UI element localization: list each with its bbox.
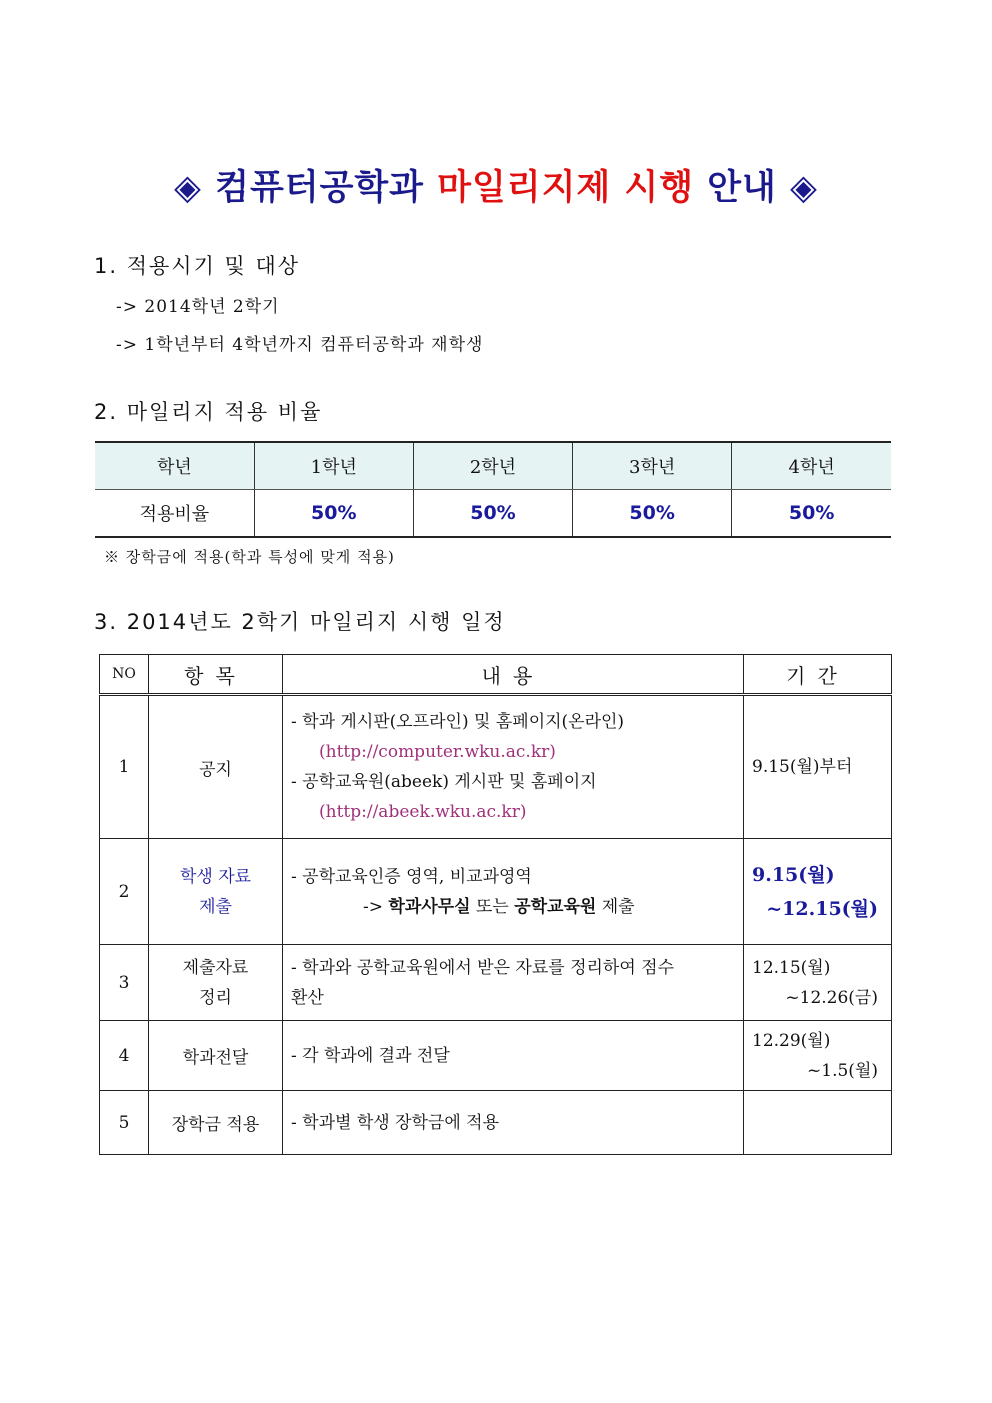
title-prefix: ◈ 컴퓨터공학과 [174, 168, 438, 208]
row-content: - 각 학과에 결과 전달 [283, 1021, 744, 1091]
row-no: 1 [100, 695, 149, 839]
row-no: 5 [100, 1091, 149, 1155]
document-title [0, 160, 992, 210]
ratio-value: 50% [732, 490, 891, 538]
period-line: 12.15(월) [752, 957, 831, 978]
item-line: 제출 [199, 896, 232, 917]
period-line: ~12.15(월) [766, 897, 878, 920]
table-row [100, 1021, 892, 1091]
table-row [100, 839, 892, 945]
item-line: 정리 [199, 987, 232, 1008]
period-line: ~12.26(금) [785, 987, 878, 1008]
content-line: - 학과와 공학교육원에서 받은 자료를 정리하여 점수 [291, 957, 675, 978]
section-1-line: -> 2014학년 2학기 [116, 297, 280, 317]
content-line: - 공학교육원(abeek) 게시판 및 홈페이지 [291, 772, 597, 792]
header-content: 내용 [283, 655, 744, 695]
row-no: 2 [100, 839, 149, 945]
row-item: 공지 [149, 695, 283, 839]
header-period: 기간 [744, 655, 892, 695]
mileage-ratio-table [95, 441, 891, 538]
table-row [100, 695, 892, 839]
row-no: 3 [100, 945, 149, 1021]
content-line [291, 892, 742, 922]
scholarship-note: ※ 장학금에 적용(학과 특성에 맞게 적용) [104, 548, 395, 566]
row-content [283, 945, 744, 1021]
ratio-value: 50% [254, 490, 413, 538]
section-1-line: -> 1학년부터 4학년까지 컴퓨터공학과 재학생 [116, 335, 484, 355]
title-suffix: 안내 ◈ [694, 168, 818, 208]
title-highlight: 마일리지제 시행 [437, 168, 695, 208]
content-part: 제출 [596, 896, 635, 917]
header-cell: 3학년 [573, 442, 732, 490]
item-line: 제출자료 [182, 957, 249, 978]
row-period: 9.15(월)부터 [744, 695, 892, 839]
row-no: 4 [100, 1021, 149, 1091]
section-2-heading: 2. 마일리지 적용 비율 [94, 400, 323, 424]
table-row [95, 490, 891, 538]
header-item: 항목 [149, 655, 283, 695]
ratio-value: 50% [413, 490, 572, 538]
header-cell: 4학년 [732, 442, 891, 490]
item-line: 학생 자료 [179, 866, 252, 887]
content-line: 환산 [291, 987, 324, 1008]
content-bold: 학과사무실 [388, 896, 471, 917]
content-part: 또는 [470, 896, 515, 917]
content-line: - 공학교육인증 영역, 비교과영역 [291, 866, 532, 887]
row-item [149, 945, 283, 1021]
schedule-table [99, 654, 892, 1155]
period-line: 12.29(월) [752, 1030, 831, 1051]
table-header-row [95, 442, 891, 490]
row-label: 적용비율 [95, 490, 254, 538]
table-header-row [100, 655, 892, 695]
header-no: NO [100, 655, 149, 695]
content-bold: 공학교육원 [514, 896, 597, 917]
content-part: -> [363, 896, 389, 917]
row-content: - 학과별 학생 장학금에 적용 [283, 1091, 744, 1155]
row-item: 장학금 적용 [149, 1091, 283, 1155]
row-item [149, 839, 283, 945]
table-row [100, 1091, 892, 1155]
row-period [744, 945, 892, 1021]
section-1-heading: 1. 적용시기 및 대상 [94, 254, 301, 278]
ratio-value: 50% [573, 490, 732, 538]
period-line: ~1.5(월) [807, 1060, 878, 1081]
row-item: 학과전달 [149, 1021, 283, 1091]
table-row [100, 945, 892, 1021]
url-link[interactable]: (http://computer.wku.ac.kr) [319, 742, 556, 762]
url-link[interactable]: (http://abeek.wku.ac.kr) [319, 802, 527, 822]
content-line: - 학과 게시판(오프라인) 및 홈페이지(온라인) [291, 712, 625, 732]
row-period [744, 839, 892, 945]
row-period [744, 1091, 892, 1155]
header-cell: 1학년 [254, 442, 413, 490]
period-line: 9.15(월) [752, 863, 835, 886]
row-period [744, 1021, 892, 1091]
row-content [283, 695, 744, 839]
section-3-heading: 3. 2014년도 2학기 마일리지 시행 일정 [94, 610, 506, 634]
row-content [283, 839, 744, 945]
header-cell: 2학년 [413, 442, 572, 490]
header-cell: 학년 [95, 442, 254, 490]
